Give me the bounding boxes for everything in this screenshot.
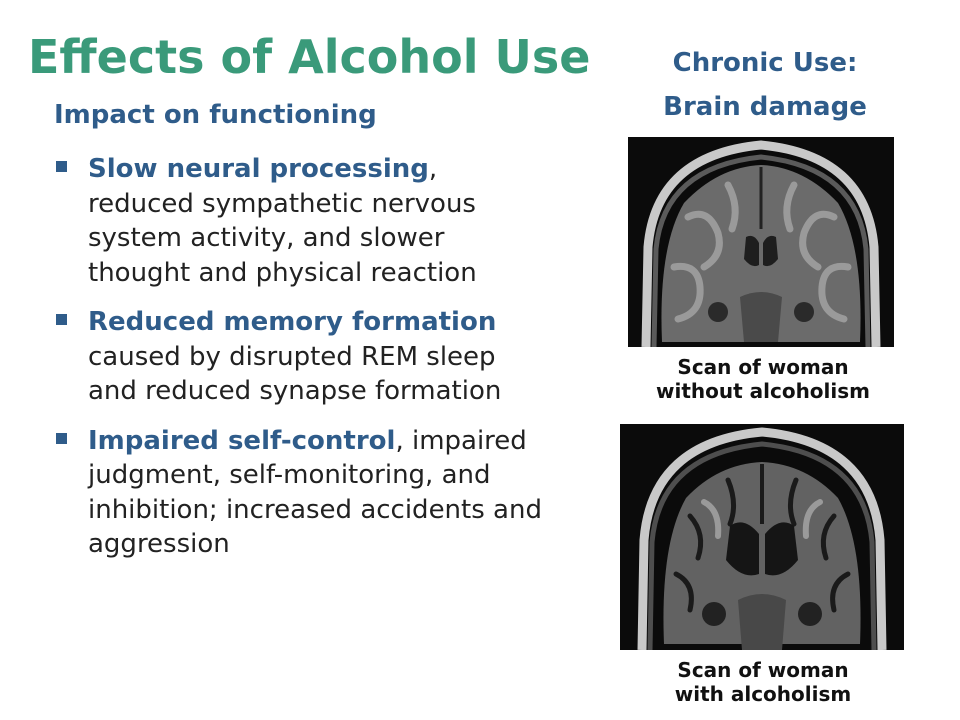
bullet-text: , impaired judgment, self-monitoring, and inhibition; increased accidents and aggression [88, 425, 542, 559]
scan2-caption-line2: with alcoholism [674, 682, 852, 706]
mri-scan-healthy [628, 137, 894, 347]
bullet-highlight: Impaired self-control [88, 425, 396, 456]
bullet-highlight: Slow neural processing [88, 154, 429, 184]
mri-scan-alcoholism [620, 424, 904, 650]
bullet-item [54, 305, 544, 409]
square-bullet-icon [56, 433, 67, 444]
scan1-caption-line1: Scan of woman [677, 355, 849, 379]
right-heading-line2: Brain damage [663, 92, 867, 122]
bullet-highlight: Reduced memory formation [88, 307, 497, 337]
bullet-item [54, 424, 544, 562]
bullet-text: caused by disrupted REM sleep and reduced synapse formation [88, 341, 502, 406]
scan1-caption-line2: without alcoholism [655, 379, 870, 403]
slide-subtitle: Impact on functioning [54, 100, 377, 130]
bullet-list [54, 152, 544, 577]
slide-title: Effects of Alcohol Use [28, 30, 591, 84]
bullet-item [54, 152, 544, 290]
square-bullet-icon [56, 314, 67, 325]
scan2-caption-line1: Scan of woman [677, 658, 849, 682]
right-heading-line1: Chronic Use: [672, 48, 858, 78]
bullet-text: , reduced sympathetic nervous system activity, and slower thought and physical reaction [88, 154, 477, 288]
square-bullet-icon [56, 161, 67, 172]
